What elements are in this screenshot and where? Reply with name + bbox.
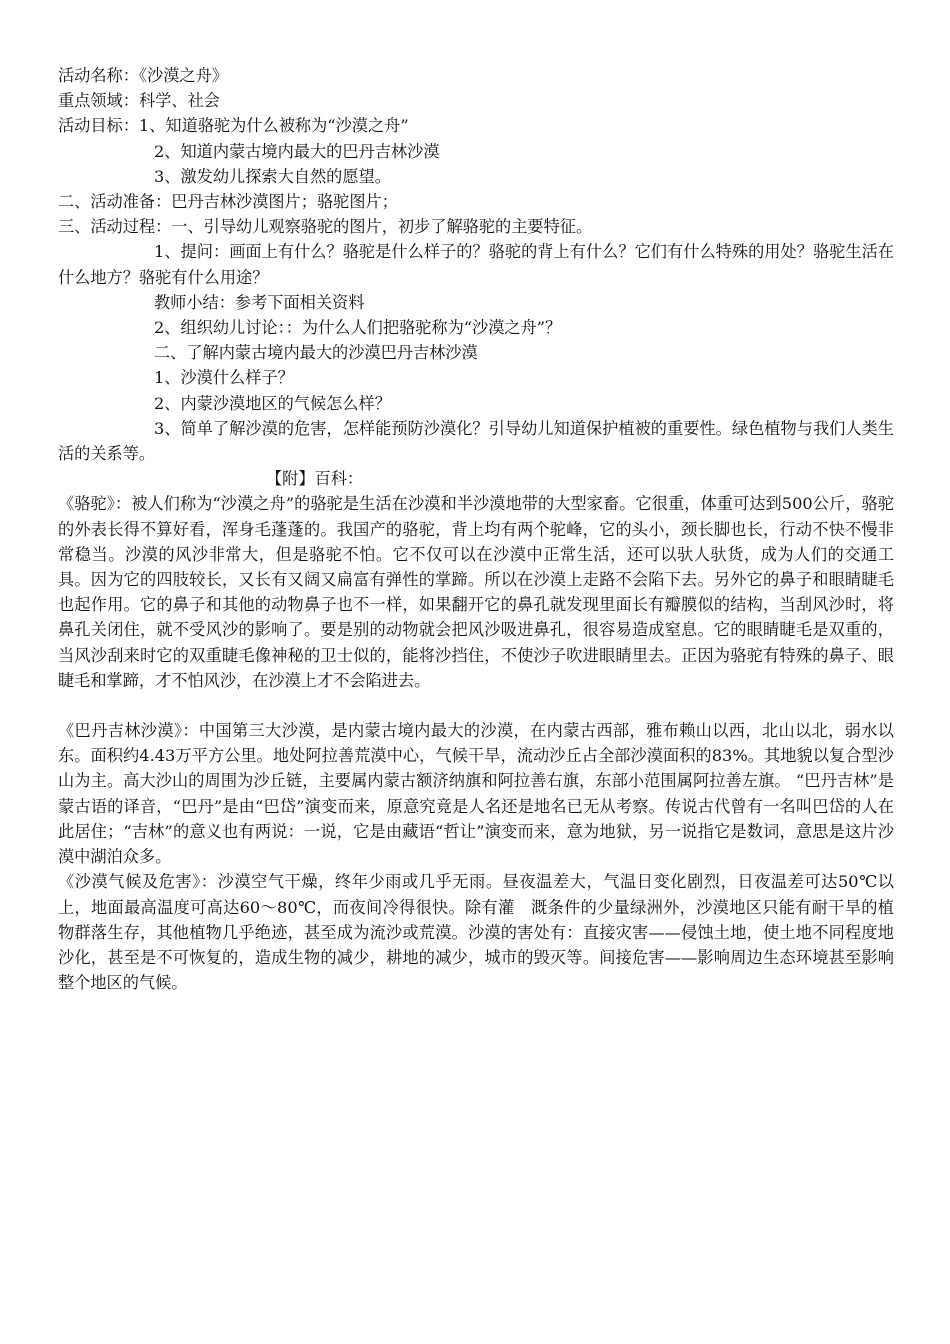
appendix-desert-climate: 《沙漠气候及危害》：沙漠空气干燥，终年少雨或几乎无雨。昼夜温差大，气温日变化剧烈，日夜温差可达50℃以上，地面最高温度可高达60～80℃，而夜间冷得很快。除有灌 溉条件的少量绿洲外，沙漠地区只能有耐干旱的植物群落生存，其他植物几乎绝迹，甚至成为流沙或荒漠。沙漠的害处有：直接灾害——侵蚀土地，使土地不同程度地沙化，甚至是不可恢复的，造成生物的减少，耕地的减少，城市的毁灭等。间接危害——影响周边生态环境甚至影响整个地区的气候。 <box>58 872 894 993</box>
activity-domain: 重点领域：科学、社会 <box>58 91 220 111</box>
part-two-item-2: 2、内蒙沙漠地区的气候怎么样？ <box>154 393 391 413</box>
activity-goal-3: 3、激发幼儿探索大自然的愿望。 <box>154 166 391 186</box>
teacher-summary: 教师小结：参考下面相关资料 <box>154 292 365 312</box>
activity-goal-2: 2、知道内蒙古境内最大的巴丹吉林沙漠 <box>154 141 440 161</box>
process-step-1: 1、提问：画面上有什么？骆驼是什么样子的？骆驼的背上有什么？它们有什么特殊的用处？骆驼生活在什么地方？骆驼有什么用途？ <box>58 242 894 287</box>
appendix-heading: 【附】百科： <box>266 469 364 489</box>
paragraph-gap <box>58 693 894 718</box>
activity-process: 三、活动过程：一、引导幼儿观察骆驼的图片，初步了解骆驼的主要特征。 <box>58 217 593 237</box>
process-part-two: 二、了解内蒙古境内最大的沙漠巴丹吉林沙漠 <box>154 343 478 363</box>
appendix-camel: 《骆驼》：被人们称为“沙漠之舟”的骆驼是生活在沙漠和半沙漠地带的大型家畜。它很重，体重可达到500公斤，骆驼的外表长得不算好看，浑身毛蓬蓬的。我国产的骆驼，背上均有两个驼峰，它的头小，颈长脚也长，行动不快不慢非常稳当。沙漠的风沙非常大，但是骆驼不怕。它不仅可以在沙漠中正常生活，还可以驮人驮货，成为人们的交通工具。因为它的四肢较长，又长有又阔又扁富有弹性的掌蹄。所以在沙漠上走路不会陷下去。另外它的鼻子和眼睛睫毛也起作用。它的鼻子和其他的动物鼻子也不一样，如果翻开它的鼻孔就发现里面长有瓣膜似的结构，当刮风沙时，将鼻孔关闭住，就不受风沙的影响了。要是别的动物就会把风沙吸进鼻孔，很容易造成窒息。它的眼睛睫毛是双重的，当风沙刮来时它的双重睫毛像神秘的卫士似的，能将沙挡住，不使沙子吹进眼睛里去。正因为骆驼有特殊的鼻子、眼睫毛和掌蹄，才不怕风沙，在沙漠上才不会陷进去。 <box>58 494 894 690</box>
activity-name: 活动名称：《沙漠之舟》 <box>58 66 228 85</box>
document-page <box>58 63 894 995</box>
process-step-2: 2、组织幼儿讨论：：为什么人们把骆驼称为“沙漠之舟”？ <box>154 318 562 338</box>
activity-preparation: 二、活动准备：巴丹吉林沙漠图片；骆驼图片； <box>58 192 398 212</box>
part-two-item-3: 3、简单了解沙漠的危害，怎样能预防沙漠化？引导幼儿知道保护植被的重要性。绿色植物与我们人类生活的关系等。 <box>58 418 894 464</box>
appendix-badain-jaran: 《巴丹吉林沙漠》：中国第三大沙漠，是内蒙古境内最大的沙漠，在内蒙古西部，雅布赖山以西，北山以北，弱水以东。面积约4.43万平方公里。地处阿拉善荒漠中心，气候干旱，流动沙丘占全部沙漠面积的83%。其地貌以复合型沙山为主。高大沙山的周围为沙丘链，主要属内蒙古额济纳旗和阿拉善右旗，东部小范围属阿拉善左旗。 “巴丹吉林”是蒙古语的译音，“巴丹”是由“巴岱”演变而来，原意究竟是人名还是地名已无从考察。传说古代曾有一名叫巴岱的人在此居住；“吉林”的意义也有两说：一说，它是由藏语“哲让”演变而来，意为地狱，另一说指它是数词，意思是这片沙漠中湖泊众多。 <box>58 721 894 867</box>
part-two-item-1: 1、沙漠什么样子？ <box>154 368 294 388</box>
activity-goal-1: 活动目标：1、知道骆驼为什么被称为“沙漠之舟” <box>58 116 409 136</box>
